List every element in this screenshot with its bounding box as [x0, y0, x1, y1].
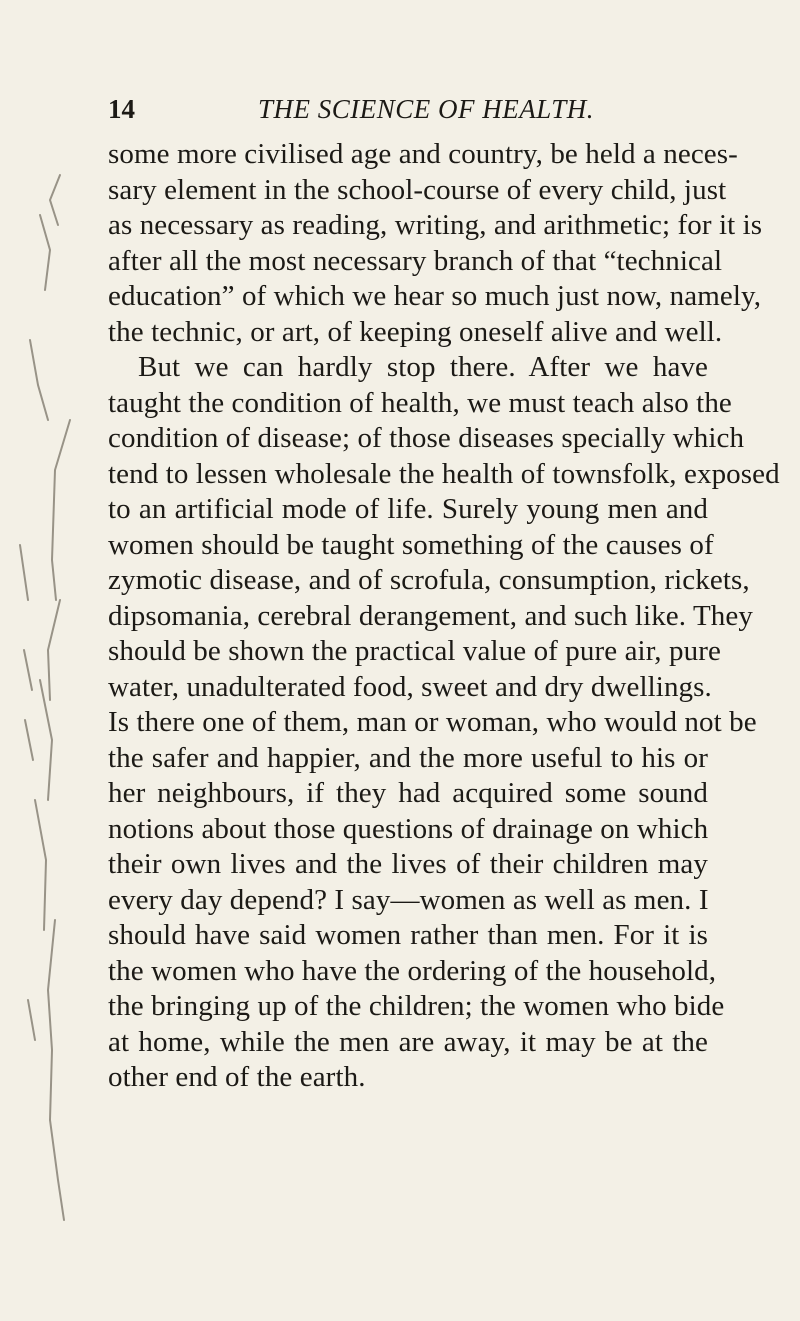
text-line: women should be taught something of the causes of: [108, 528, 714, 561]
text-line: But we can hardly stop there. After we have: [138, 351, 708, 383]
text-line: the technic, or art, of keeping oneself alive and well.: [108, 315, 723, 348]
text-line: taught the condition of health, we must teach also the: [108, 386, 732, 419]
text-line: education” of which we hear so much just now, namely,: [108, 280, 762, 312]
running-title: THE SCIENCE OF HEALTH.: [258, 94, 594, 124]
text-line: should be shown the practical value of pure air, pure: [108, 635, 721, 667]
text-line: sary element in the school-course of every child, just: [108, 173, 727, 206]
text-line: zymotic disease, and of scrofula, consumption, rickets,: [108, 564, 750, 596]
text-line: should have said women rather than men. For it is: [108, 919, 708, 951]
text-line: as necessary as reading, writing, and arithmetic; for it is: [108, 209, 763, 241]
running-head: [108, 88, 708, 128]
text-line: after all the most necessary branch of that “technical: [108, 244, 723, 277]
page-number: 14: [108, 94, 135, 124]
text-line: at home, while the men are away, it may be at the: [108, 1025, 708, 1058]
text-line: some more civilised age and country, be held a neces-: [108, 138, 738, 170]
text-line: to an artificial mode of life. Surely young men and: [108, 493, 708, 525]
text-line: her neighbours, if they had acquired some sound: [108, 777, 708, 809]
text-line: tend to lessen wholesale the health of townsfolk, exposed: [108, 457, 780, 490]
text-line: the women who have the ordering of the household,: [108, 954, 717, 987]
text-line: Is there one of them, man or woman, who would not be: [108, 706, 757, 738]
text-line: their own lives and the lives of their children may: [108, 848, 708, 880]
text-line: notions about those questions of drainage on which: [108, 812, 709, 845]
text-line: every day depend? I say—women as well as men. I: [108, 883, 709, 916]
text-line: the safer and happier, and the more useful to his or: [108, 741, 708, 774]
text-line: condition of disease; of those diseases specially which: [108, 422, 745, 454]
text-line: dipsomania, cerebral derangement, and such like. They: [108, 599, 753, 632]
text-line: other end of the earth.: [108, 1061, 366, 1093]
text-line: water, unadulterated food, sweet and dry dwellings.: [108, 670, 712, 703]
text-line: the bringing up of the children; the women who bide: [108, 990, 725, 1022]
margin-pencil-marks: [0, 0, 120, 1321]
